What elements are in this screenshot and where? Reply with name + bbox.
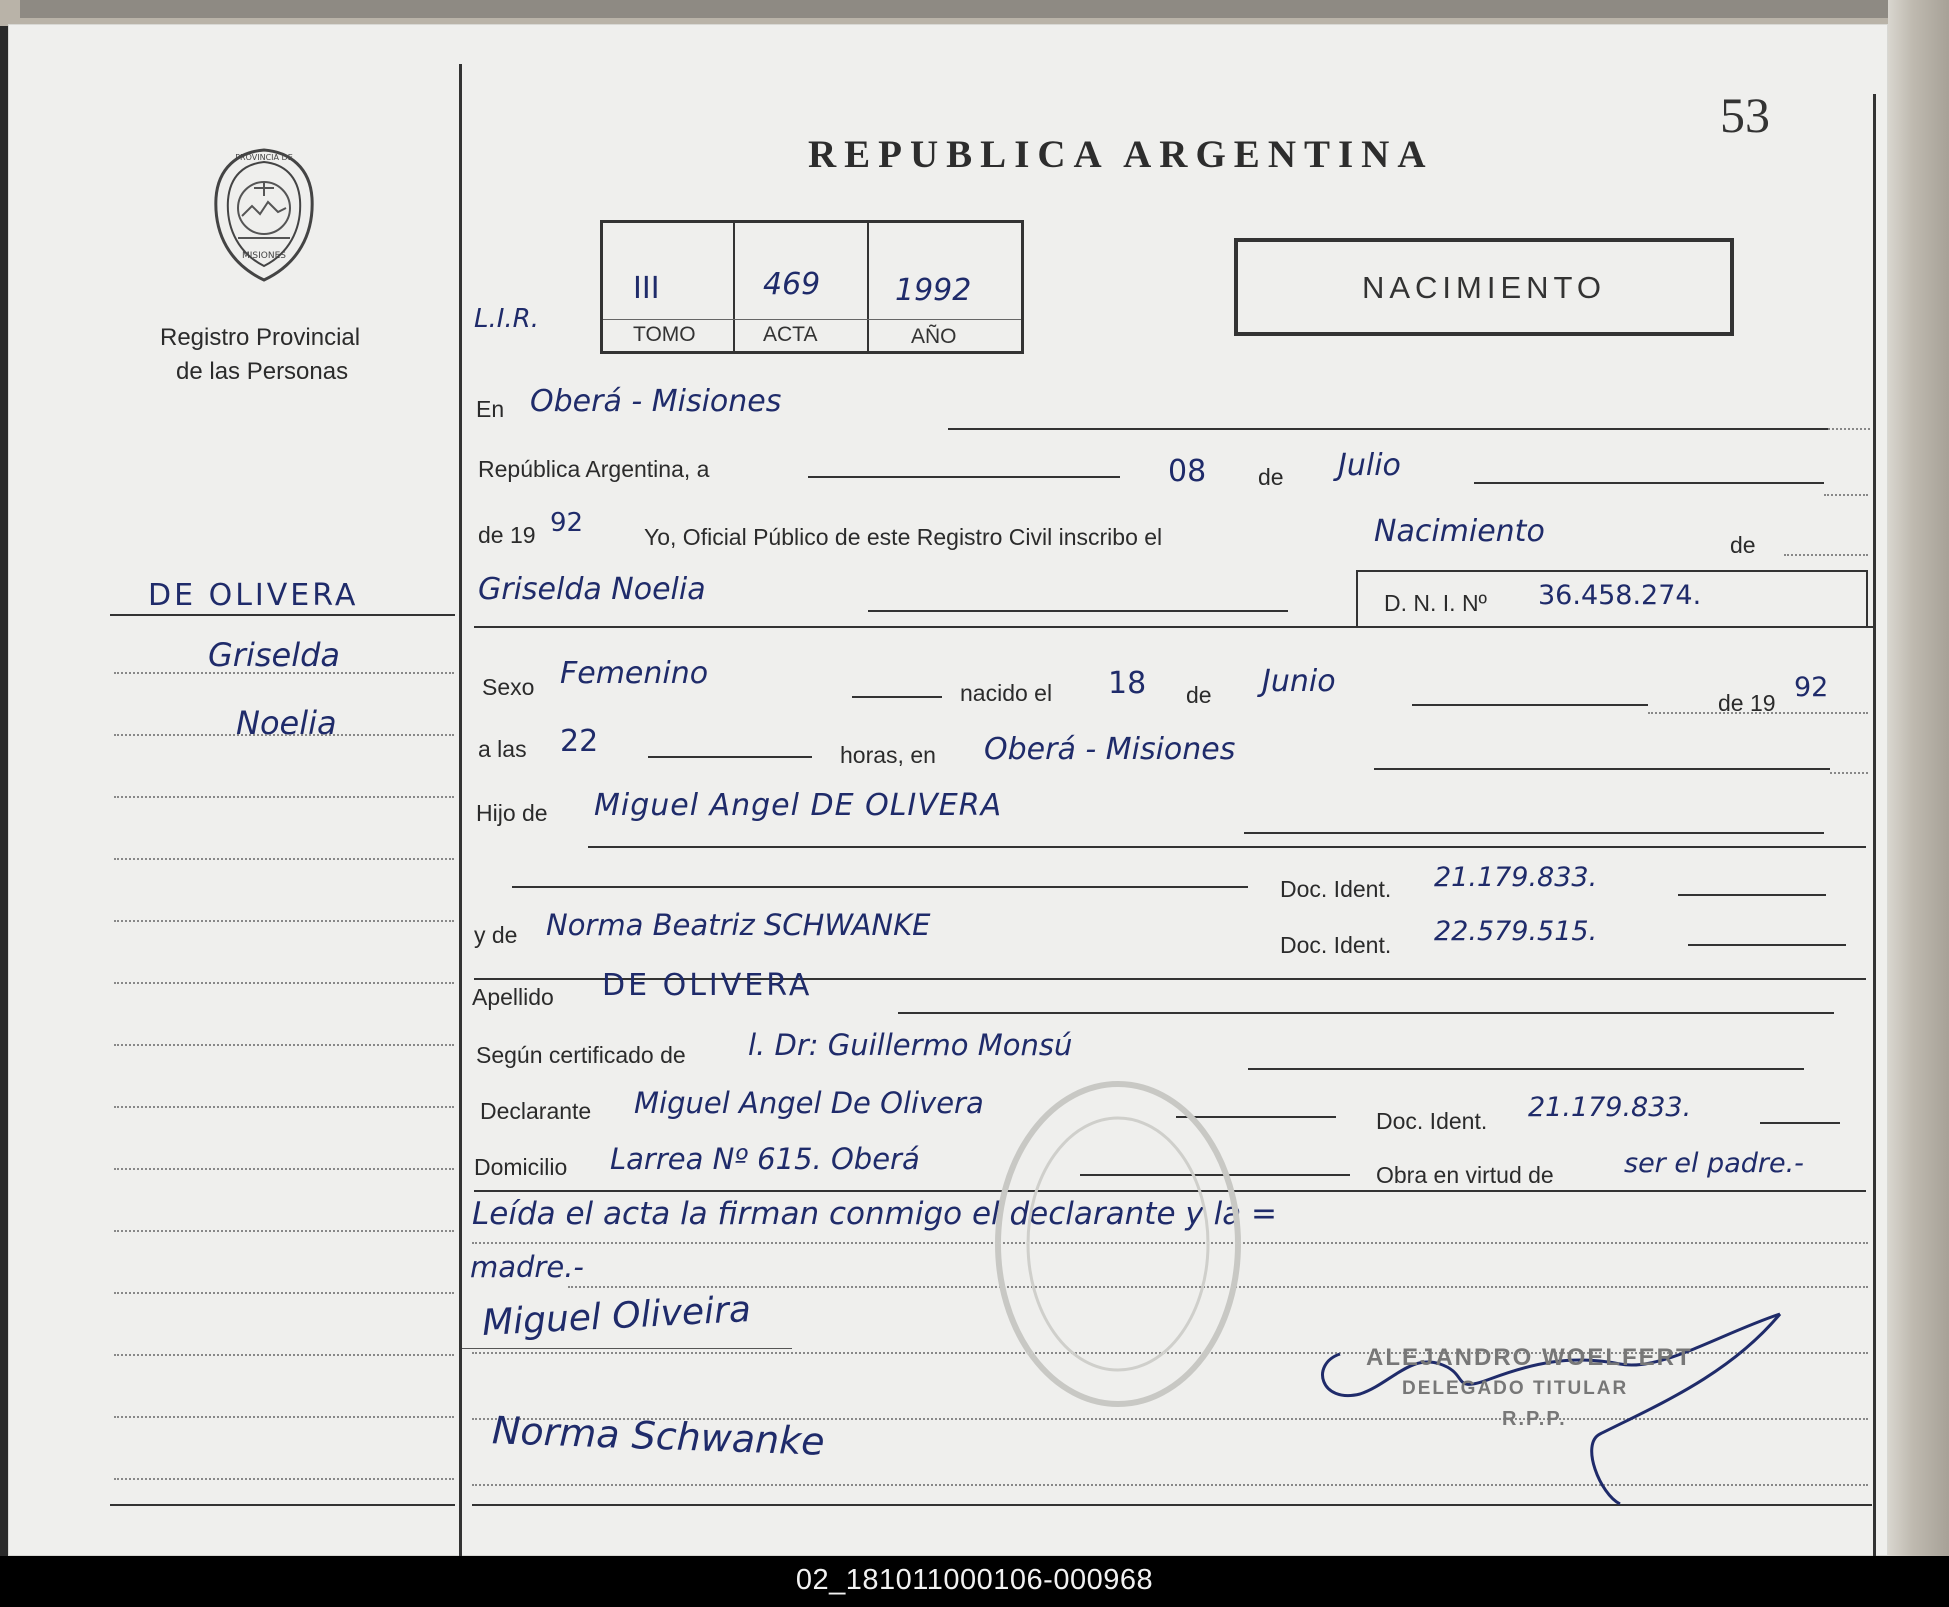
obra-label: Obra en virtud de xyxy=(1376,1162,1554,1188)
closing-line-2: madre.- xyxy=(470,1250,584,1284)
birth-year-suffix: 92 xyxy=(1794,672,1829,703)
country-title: REPUBLICA ARGENTINA xyxy=(808,133,1434,176)
seal-text-bottom: MISIONES xyxy=(241,251,287,261)
provincial-seal-icon xyxy=(208,146,320,286)
birth-month-value: Junio xyxy=(1262,664,1336,699)
month-value: Julio xyxy=(1338,448,1401,483)
book-binding-top xyxy=(20,0,1949,18)
sexo-label: Sexo xyxy=(482,674,535,700)
domicilio-value: Larrea Nº 615. Oberá xyxy=(610,1142,920,1176)
sexo-value: Femenino xyxy=(560,656,709,691)
margin-surname: DE OLIVERA xyxy=(148,578,359,613)
statement-text: Yo, Oficial Público de este Registro Civil inscribo el xyxy=(644,524,1163,550)
right-border xyxy=(1873,94,1876,1556)
hijo-label: Hijo de xyxy=(476,800,548,826)
day-value: 08 xyxy=(1168,454,1207,489)
seal-text-top: PROVINCIA DE xyxy=(235,153,293,162)
declarant-signature: Miguel Oliveira xyxy=(481,1288,752,1345)
doc-ident-label-3: Doc. Ident. xyxy=(1376,1108,1488,1134)
official-stamp-name: ALEJANDRO WOELFERT xyxy=(1366,1344,1693,1371)
act-kind-value: Nacimiento xyxy=(1374,514,1545,549)
closing-line-1: Leída el acta la firman conmigo el declarante y la = xyxy=(472,1196,1278,1232)
apellido-value: DE OLIVERA xyxy=(602,968,813,1003)
margin-given-name-1: Griselda xyxy=(208,636,341,674)
office-name-line1: Registro Provincial xyxy=(160,324,361,351)
dni-value: 36.458.274. xyxy=(1538,580,1702,611)
book-code: L.I.R. xyxy=(474,304,540,334)
father-name-value: Miguel Angel DE OLIVERA xyxy=(594,788,1003,823)
domicilio-label: Domicilio xyxy=(474,1154,568,1180)
office-name-line2: de las Personas xyxy=(176,358,349,385)
birth-day-value: 18 xyxy=(1108,666,1147,701)
footer-id: 02_181011000106-000968 xyxy=(795,1564,1154,1596)
year-prefix: de 19 xyxy=(478,522,536,548)
nacido-label: nacido el xyxy=(960,680,1053,706)
hour-value: 22 xyxy=(560,724,599,759)
a-las-label: a las xyxy=(478,736,527,762)
mother-signature: Norma Schwanke xyxy=(491,1408,826,1464)
mother-doc-value: 22.579.515. xyxy=(1434,916,1598,947)
official-stamp-org: R.P.P. xyxy=(1502,1408,1567,1430)
record-index-box xyxy=(600,220,1024,354)
declarante-label: Declarante xyxy=(480,1098,592,1124)
official-stamp-title: DELEGADO TITULAR xyxy=(1402,1378,1629,1399)
certificado-label: Según certificado de xyxy=(476,1042,686,1068)
acta-value: 469 xyxy=(763,267,821,302)
office-stamp-icon xyxy=(988,1074,1248,1414)
doc-ident-label-1: Doc. Ident. xyxy=(1280,876,1392,902)
record-type: NACIMIENTO xyxy=(1361,270,1607,305)
en-label: En xyxy=(476,396,505,422)
birth-year-prefix: de 19 xyxy=(1718,690,1776,716)
year-suffix: 92 xyxy=(550,508,584,538)
place-value: Oberá - Misiones xyxy=(530,384,782,419)
page-number: 53 xyxy=(1720,87,1770,143)
margin-given-name-2: Noelia xyxy=(236,704,337,742)
mother-name-value: Norma Beatriz SCHWANKE xyxy=(546,908,931,942)
tomo-value: III xyxy=(633,271,660,306)
anio-value: 1992 xyxy=(895,273,972,308)
book-spine xyxy=(1888,0,1949,1556)
doc-ident-label-2: Doc. Ident. xyxy=(1280,932,1392,958)
tomo-label: TOMO xyxy=(633,323,696,346)
certificate-page xyxy=(8,24,1888,1556)
horas-label: horas, en xyxy=(840,742,936,768)
footer-bar xyxy=(0,1556,1949,1607)
acta-label: ACTA xyxy=(763,323,818,346)
margin-divider xyxy=(459,64,462,1556)
child-name-value: Griselda Noelia xyxy=(478,572,706,607)
anio-label: AÑO xyxy=(911,325,957,348)
de-label-2: de xyxy=(1730,532,1756,558)
declarante-doc-value: 21.179.833. xyxy=(1528,1092,1692,1123)
de-label-1: de xyxy=(1258,464,1284,490)
certificado-value: l. Dr: Guillermo Monsú xyxy=(748,1028,1073,1062)
republic-label: República Argentina, a xyxy=(478,456,710,482)
y-de-label: y de xyxy=(474,922,518,948)
father-doc-value: 21.179.833. xyxy=(1434,862,1598,893)
record-type-box xyxy=(1234,238,1734,336)
dni-label: D. N. I. Nº xyxy=(1384,590,1487,616)
obra-value: ser el padre.- xyxy=(1624,1148,1804,1179)
de-label-3: de xyxy=(1186,682,1212,708)
apellido-label: Apellido xyxy=(472,984,554,1010)
birth-place-value: Oberá - Misiones xyxy=(984,732,1236,767)
declarante-value: Miguel Angel De Olivera xyxy=(634,1086,984,1120)
